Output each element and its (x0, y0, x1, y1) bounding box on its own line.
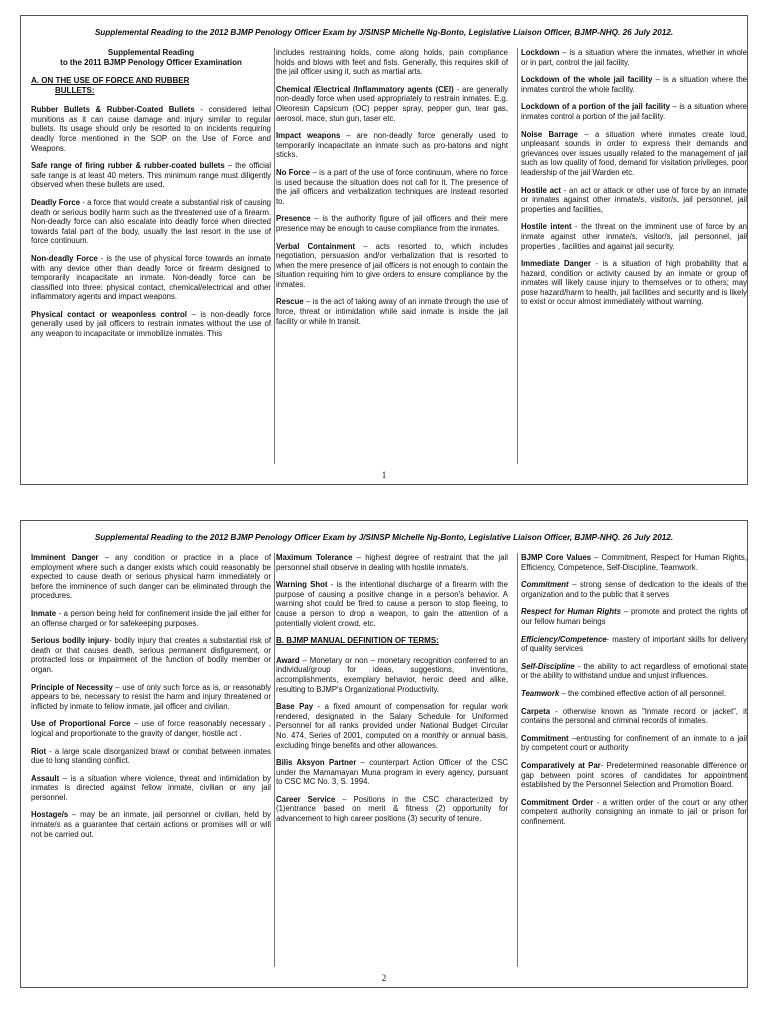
term-separator: - (590, 259, 603, 269)
definition-text: the official safe range is at least 40 meters. This minimum range must diligently observed when these bullets are used. (31, 161, 271, 190)
column-divider (274, 553, 275, 967)
definition-entry (31, 161, 271, 190)
definition-term: Noise Barrage (521, 129, 579, 139)
definition-text: otherwise known as "Inmate record or jacket", it contains the personal and criminal records of inmates. (521, 706, 747, 726)
definition-entry (521, 580, 747, 599)
definition-list (31, 105, 271, 338)
column-1 (31, 48, 271, 464)
definition-text: Commitment, Respect for Human Rights, Efficiency, Competence, Self-Discipline, Teamwork. (521, 553, 747, 572)
definition-term: Use of Proportional Force (31, 719, 131, 729)
definition-term: Base Pay (276, 702, 314, 712)
definition-term: Lockdown (521, 48, 560, 57)
term-separator: – (340, 131, 357, 141)
column-1 (31, 553, 271, 967)
definition-entry (31, 105, 271, 153)
definition-text: is a situation where the inmates, whether in whole or in part, control the jail facility. (521, 48, 747, 67)
term-separator: - (80, 197, 88, 207)
term-separator: – (310, 167, 320, 177)
page-header: Supplemental Reading to the 2012 BJMP Penology Officer Exam by J/SINSP Michelle Ng-Bonto, Legislative Liaison Officer, BJMP-NHQ. 26 July 2012. (94, 28, 674, 37)
definition-term: Immediate Danger (521, 259, 591, 269)
definition-text: is the use of physical force towards an inmate with any device other than deadly force or firearm designed to temporarily incapacitate an inmate. Non-deadly force can be classified into three: physical contact, chemical/electrical and other inflammatory agents and impact weapons. (31, 253, 271, 302)
definition-list (521, 48, 747, 307)
definition-text: an act or attack or other use of force by an inmate or inmates against other inmate/s, visitor/s, jail personnel, jail properties and facilities, (521, 185, 747, 214)
term-separator: - (97, 253, 107, 263)
term-separator: – (559, 48, 570, 57)
definition-text: acts resorted to, which includes negotiation, persuasion and/or verbalization that is resorted to when the mere presence of jail officers is not enough to contain the situation requiring him to give orders to ensure compliance by the inmates. (276, 241, 508, 289)
definition-term: Lockdown of a portion of the jail facility (521, 102, 671, 112)
definition-entry (521, 662, 747, 681)
definition-text: is non-deadly force generally used by jail officers to restrain inmates without the use of any weapon to incapacitate or immobilize inmates. This (31, 309, 271, 339)
term-separator: – (303, 297, 313, 307)
document-page-1 (20, 15, 748, 485)
term-separator: – (652, 75, 664, 85)
term-separator: - (560, 185, 569, 195)
definition-entry (276, 656, 508, 694)
definition-term: Physical contact or weaponless control (31, 309, 187, 319)
definition-term: Presence (276, 214, 311, 224)
definition-entry (521, 798, 747, 827)
term-separator: – (559, 688, 568, 698)
term-separator: - (56, 608, 64, 618)
column-3 (521, 553, 747, 967)
definition-text: Positions in the CSC characterized by (1)entrance based on merit & fitness (2) opportunity for advancement to high career positions (3) security of tenure. (276, 794, 508, 824)
definition-entry (521, 130, 747, 178)
definition-list (276, 48, 508, 326)
definition-entry (31, 747, 271, 766)
term-separator: – (299, 655, 310, 665)
definition-text: is a part of the use of force continuum, where no force is used because the situation does not call for it. The presence of the jail officers and verbalization techniques are instead resorted to. (276, 167, 508, 206)
definition-entry (521, 259, 747, 307)
term-separator: - (571, 222, 582, 232)
definition-term: Comparatively at Par (521, 760, 601, 770)
definition-term: Assault (31, 773, 60, 783)
definition-entry (521, 761, 747, 790)
definition-entry (31, 254, 271, 302)
definition-text: a situation where inmates create loud, unpleasant sounds in order to express their demands and grievances over issues usually related to the management of jail such as low quality of food, demand for visitation privileges, poor leadership of the jail Warden etc. (521, 129, 747, 177)
definition-text: considered lethal munitions as it can cause damage and injury similar to regular bullets. Its usage should only be resorted to on incidents requiring deadly force mentioned in the SOP on the Use of Force and Weapons. (31, 105, 271, 153)
definition-term: Safe range of firing rubber & rubber-coated bullets (31, 161, 225, 171)
definition-list (31, 553, 271, 839)
definition-text: is the authority figure of jail officers and their mere presence may be enough to cause compliance from the inmates. (276, 214, 508, 233)
definition-text: is the act of taking away of an inmate through the use of force, threat or intimidation while said inmate is inside the jail facility or while In transit. (276, 297, 508, 326)
term-separator: – (670, 102, 680, 112)
definition-text: a large scale disorganized brawl or combat between inmates due to long standing conflict. (31, 746, 271, 766)
definition-term: Inmate (31, 608, 57, 618)
column-divider (517, 553, 518, 967)
term-separator: - (46, 746, 55, 756)
definition-term: Deadly Force (31, 197, 81, 207)
definition-entry (521, 222, 747, 251)
page-columns (29, 553, 747, 967)
definition-term: Commitment (521, 580, 569, 590)
term-separator: - (550, 706, 563, 716)
definition-entry (31, 719, 271, 738)
definition-text: is the intentional discharge of a firearm with the purpose of causing a positive change in a person's behavior. A warning shot could be fired to cause a person to stop fleeing, to cause a person to drop a weapon, to gain the attention of a potentially violent crowd, etc. (276, 580, 508, 628)
definition-text: Predetermined reasonable difference or gap between point scores of candidates for appointment established by the Personnel Selection and Promotion Board. (521, 760, 747, 790)
definition-term: Riot (31, 746, 47, 756)
definition-text: a force that would create a substantial risk of causing death or serious bodily harm such as the threatened use of a firearm. Non-deadly force can also escalate into deadly force when directed towards fatal part of the body, usually the last resort in the use of force continuum. (31, 197, 271, 246)
definition-term: Respect for Human Rights (521, 607, 621, 617)
definition-text: bodily injury that creates a substantial risk of death or that causes death, serious permanent disfigurement, or protracted loss or impairment of the function of bodily member or organ. (31, 636, 271, 674)
definition-term: Rescue (276, 297, 304, 307)
term-separator: - (109, 636, 115, 646)
page-number: 2 (381, 973, 387, 983)
definition-entry (31, 810, 271, 839)
term-separator: - (194, 105, 209, 115)
definition-entry (276, 242, 508, 290)
definition-entry (276, 297, 508, 326)
term-separator: - (453, 84, 463, 94)
page-header: Supplemental Reading to the 2012 BJMP Penology Officer Exam by J/SINSP Michelle Ng-Bonto, Legislative Liaison Officer, BJMP-NHQ. 26 July 2012. (94, 533, 674, 542)
definition-text: the combined effective action of all personnel. (567, 688, 727, 698)
definition-text: use of only such force as is, or reasonably appears to be, necessary to resist the harm and injury threatened or inflicted by inmate to fellow inmate, jail officer and civilian. (31, 682, 271, 711)
term-separator: – (335, 794, 354, 804)
term-separator: - (600, 760, 607, 770)
definition-entry (276, 702, 508, 750)
column-divider (274, 48, 275, 464)
term-separator: – (112, 682, 123, 692)
definition-text: entrusting for confinement of an inmate to a jail by competent court or authority (521, 733, 747, 753)
definition-entry (521, 186, 747, 215)
definition-entry (521, 707, 747, 726)
page-columns (29, 48, 747, 464)
definition-term: Career Service (276, 794, 336, 804)
definition-text: may be an inmate, jail personnel or civilian, held by inmate/s as a guarantee that certain actions or promises will or will not be carried out. (31, 810, 271, 839)
definition-text: any condition or practice in a place of employment where such a danger exists which could reasonably be expected to cause death or serious physical harm immediately or before the imminence of such danger can be eliminated through the procedures. (31, 553, 271, 601)
term-separator: – (591, 553, 602, 562)
definition-text: are generally non-deadly force when used appropriately to restrain inmates. E.g. Oleoresin Capsicum (OC) pepper spray, pepper gun, tear gas, aerosol, mace, stun gun, taser etc. (276, 84, 508, 123)
definition-text: mastery of important skills for delivery of quality services (521, 634, 747, 654)
definition-entry (521, 635, 747, 654)
definition-entry (31, 774, 271, 803)
definition-text: includes restraining holds, come along holds, pain compliance holds and blows with feet and fists. Generally, this requires skill of the jail officer using it, such as martial arts. (276, 48, 508, 77)
definition-entry (31, 609, 271, 628)
definition-entry (521, 734, 747, 753)
term-separator: - (327, 580, 337, 590)
definition-text: is a situation where violence, threat and intimidation by inmates is directed against fellow inmate, civilian or any jail personnel. (31, 773, 271, 802)
page-number: 1 (381, 470, 387, 480)
column-divider (517, 48, 518, 464)
definition-term: Rubber Bullets & Rubber-Coated Bullets (31, 105, 195, 115)
definition-term: BJMP Core Values (521, 553, 592, 562)
definition-entry (31, 198, 271, 246)
definition-entry (31, 553, 271, 601)
definition-entry (31, 636, 271, 674)
definition-term: Verbal Containment (276, 241, 356, 251)
definition-term: No Force (276, 167, 311, 177)
definition-term: Impact weapons (276, 131, 341, 141)
definition-entry (521, 553, 747, 572)
document-page-2 (20, 520, 748, 988)
definition-term: Carpeta (521, 706, 551, 716)
definition-term: Bilis Aksyon Partner (276, 758, 357, 768)
definition-term: Self-Discipline (521, 661, 575, 671)
column-2 (276, 553, 508, 967)
definition-term: Commitment Order (521, 797, 594, 807)
definition-text: is a situation where inmates control a portion of the jail facility. (521, 102, 747, 121)
column-2 (276, 48, 508, 464)
definition-entry (276, 580, 508, 628)
definition-entry (276, 214, 508, 233)
definition-term: Efficiency/Competence (521, 634, 607, 644)
definition-entry (521, 689, 747, 699)
definition-text: highest degree of restraint that the jail personnel shall observe in dealing with hostile inmate/s. (276, 553, 508, 572)
definition-text: a person being held for confinement inside the jail either for an offense charged or for safekeeping purposes. (31, 608, 271, 628)
definition-text: the ability to act regardless of emotional state or the ability to withstand undue and unjust influences. (521, 661, 747, 681)
section-heading-a-line2: BULLETS: (55, 85, 95, 95)
title-line-1: Supplemental Reading (107, 48, 195, 57)
term-separator: – (224, 161, 236, 171)
term-separator: - (606, 634, 613, 644)
definition-term: Chemical /Electrical /Inflammatory agents (CEI) (276, 84, 454, 94)
document-title (31, 48, 271, 68)
definition-entry (276, 131, 508, 160)
definition-entry (276, 48, 508, 77)
term-separator: - (313, 702, 325, 712)
term-separator: – (352, 553, 366, 562)
definition-term: Imminent Danger (31, 553, 99, 562)
term-separator: - (574, 661, 584, 671)
definition-term: Award (276, 655, 300, 665)
term-separator: – (620, 607, 631, 617)
definition-term: Lockdown of the whole jail facility (521, 75, 653, 85)
term-separator: – (186, 309, 201, 319)
definition-entry (521, 102, 747, 121)
definition-term: Warning Shot (276, 580, 328, 590)
term-separator: – (59, 773, 71, 783)
term-separator: – (578, 129, 595, 139)
definition-text: is a situation of high probability that a hazard, condition or activity caused by an inmate or group of inmates will likely cause injury to themselves or to others; may pose hazard/harm to health, jail facilities and security and is likely to exist or occur almost immediately without warning. (521, 259, 747, 307)
definition-text: promote and protect the rights of our fellow human beings (521, 607, 747, 626)
definition-entry (521, 48, 747, 67)
term-separator: – (98, 553, 116, 562)
section-heading-b: B. BJMP MANUAL DEFINITION OF TERMS: (276, 636, 439, 646)
definition-text: a fixed amount of compensation for regular work rendered, designated in the Salary Schedule for Uniformed Personnel for all ranks provided under National Budget Circular No. 474, Series of 2001, computed on a monthly or annual basis, excluding fringe benefits and other allowances. (276, 702, 508, 750)
definition-term: Serious bodily injury (31, 636, 110, 646)
definition-term: Non-deadly Force (31, 253, 98, 263)
definition-text: Monetary or non – monetary recognition conferred to an individual/group for ideas, suggestions, inventions, accomplishments, exemplary behavior, heroic deed and alike, resulting to BJMP's Organizational Productivity. (276, 655, 508, 694)
definition-text: counterpart Action Officer of the CSC under the Mamamayan Muna program in every agency, pursuant to CSC MC No. 3, S. 1994. (276, 758, 508, 787)
definition-entry (276, 795, 508, 824)
definition-term: Principle of Necessity (31, 682, 113, 692)
definition-entry (276, 168, 508, 206)
section-heading-a-line1: A. ON THE USE OF FORCE AND RUBBER (31, 76, 190, 85)
term-separator: – (130, 719, 142, 729)
definition-text: use of force reasonably necessary , logical and proportionate to the gravity of danger, hostile act . (31, 719, 271, 738)
definition-entry (521, 75, 747, 94)
definition-term: Commitment (521, 733, 569, 743)
definition-entry (276, 85, 508, 123)
definition-term: Teamwork (521, 688, 560, 698)
definition-entry (31, 683, 271, 712)
definition-term: Maximum Tolerance (276, 553, 353, 562)
definition-text: are non-deadly force generally used to temporarily incapacitate an inmate such as pro-batons and night sticks. (276, 131, 508, 160)
definition-entry (521, 607, 747, 626)
term-separator: – (356, 758, 370, 768)
definition-term: Hostile intent (521, 222, 572, 232)
section-heading-a (31, 76, 271, 95)
term-separator: – (568, 580, 580, 590)
term-separator: – (568, 733, 577, 743)
definition-list (276, 553, 508, 824)
title-line-2: to the 2011 BJMP Penology Officer Examination (60, 58, 242, 67)
definition-list (521, 553, 747, 826)
definition-entry (276, 553, 508, 572)
definition-entry (276, 758, 508, 787)
definition-text: strong sense of dedication to the ideals of the organization and to the public that it serves (521, 580, 747, 599)
definition-text: the threat on the imminent use of force by an inmate against other inmate/s, visitor/s, jail personnel, jail properties , facilities and against jail security. (521, 222, 747, 251)
term-separator: – (355, 241, 376, 251)
term-separator: – (310, 214, 323, 224)
column-3 (521, 48, 747, 464)
definition-text: is a situation where the inmates control the whole facility. (521, 75, 747, 94)
term-separator: – (68, 810, 81, 820)
term-separator: - (593, 797, 603, 807)
definition-text: a written order of the court or any other competent authority consigning an inmate to jail or prison for confinement. (521, 797, 747, 826)
definition-entry (31, 310, 271, 339)
definition-term: Hostile act (521, 185, 561, 195)
definition-term: Hostage/s (31, 810, 69, 820)
